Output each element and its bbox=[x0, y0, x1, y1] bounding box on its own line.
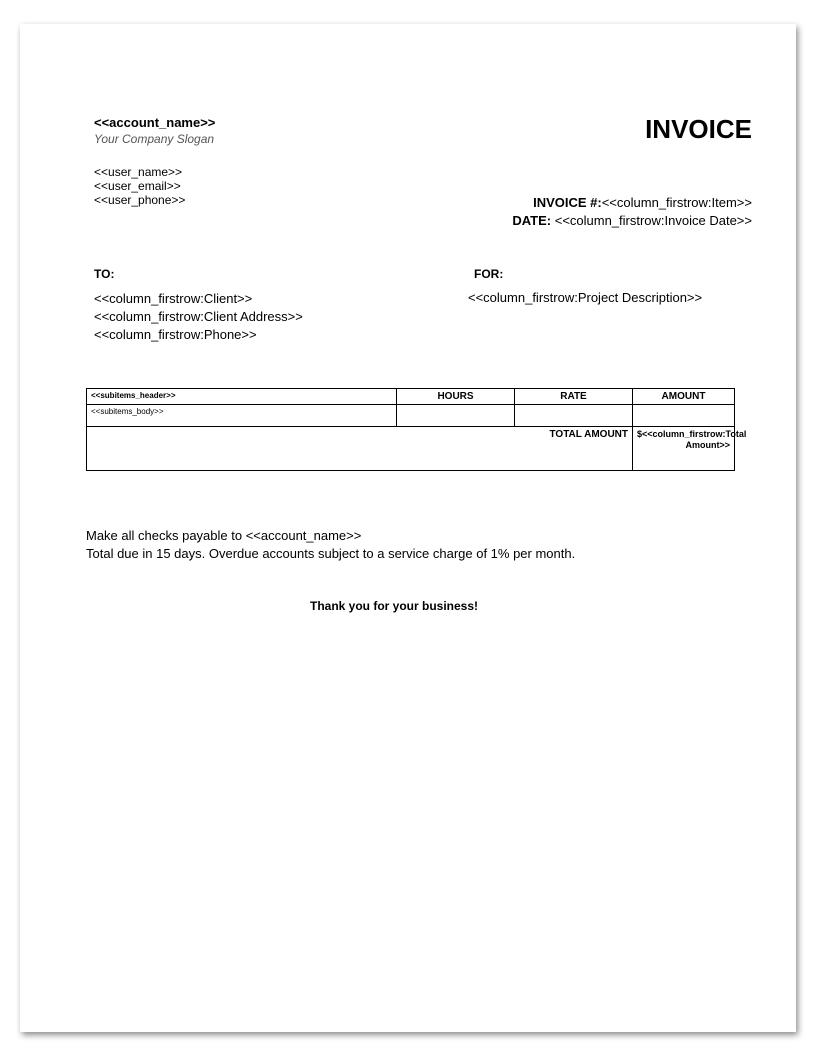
client-phone: <<column_firstrow:Phone>> bbox=[94, 327, 257, 342]
hours-cell bbox=[397, 405, 515, 427]
company-slogan: Your Company Slogan bbox=[94, 132, 215, 146]
thank-you-note: Thank you for your business! bbox=[310, 599, 479, 613]
client-address: <<column_firstrow:Client Address>> bbox=[94, 309, 303, 324]
table-header-row bbox=[87, 389, 735, 405]
user-email: <<user_email>> bbox=[94, 179, 181, 193]
table-row bbox=[87, 405, 735, 427]
client-block bbox=[94, 290, 303, 344]
subitems-header: <<subitems_header>> bbox=[87, 389, 397, 405]
invoice-date-value: <<column_firstrow:Invoice Date>> bbox=[551, 213, 752, 228]
invoice-number-value: <<column_firstrow:Item>> bbox=[601, 195, 752, 210]
total-row bbox=[87, 427, 735, 471]
invoice-number-line bbox=[512, 194, 752, 212]
user-name: <<user_name>> bbox=[94, 165, 183, 179]
payable-note: Make all checks payable to <<account_name>> bbox=[86, 528, 362, 543]
client-name: <<column_firstrow:Client>> bbox=[94, 291, 253, 306]
invoice-meta bbox=[512, 194, 752, 230]
total-amount-label: TOTAL AMOUNT bbox=[87, 427, 633, 471]
project-description: <<column_firstrow:Project Description>> bbox=[468, 290, 703, 305]
invoice-title: INVOICE bbox=[645, 114, 752, 144]
payment-terms bbox=[86, 527, 575, 563]
amount-header: AMOUNT bbox=[633, 389, 735, 405]
invoice-date-line bbox=[512, 212, 752, 230]
invoice-date-label: DATE: bbox=[512, 213, 552, 228]
subitems-body: <<subitems_body>> bbox=[87, 405, 397, 427]
user-contact-block bbox=[94, 165, 185, 207]
line-items-table bbox=[86, 388, 747, 471]
due-terms: Total due in 15 days. Overdue accounts subject to a service charge of 1% per month. bbox=[86, 546, 576, 561]
to-label: TO: bbox=[94, 267, 115, 281]
invoice-number-label: INVOICE #: bbox=[533, 195, 602, 210]
total-amount-value: $<<column_firstrow:Total Amount>> bbox=[633, 427, 735, 471]
user-phone: <<user_phone>> bbox=[94, 193, 186, 207]
amount-cell bbox=[633, 405, 735, 427]
for-label: FOR: bbox=[474, 267, 504, 281]
account-name: <<account_name>> bbox=[94, 115, 216, 130]
rate-header: RATE bbox=[515, 389, 633, 405]
hours-header: HOURS bbox=[397, 389, 515, 405]
invoice-page bbox=[20, 24, 796, 1032]
rate-cell bbox=[515, 405, 633, 427]
